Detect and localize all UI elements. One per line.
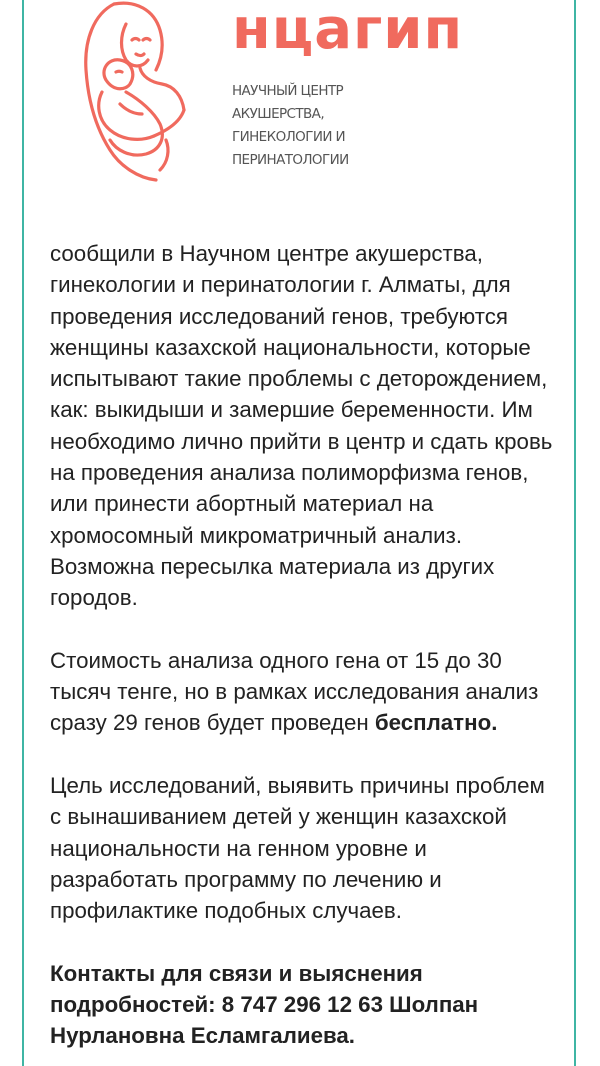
article-paragraph-cost — [50, 645, 560, 739]
cost-text: Стоимость анализа одного гена от 15 до 30 тысяч тенге, но в рамках исследования анализ сразу 29 генов будет проведен — [50, 647, 539, 736]
contacts-text: Контакты для связи и выяснения подробностей: 8 747 296 12 63 Шолпан Нурлановна Есламгалиева. — [50, 960, 479, 1049]
free-highlight: бесплатно. — [374, 710, 498, 736]
content-border-left — [22, 0, 24, 1066]
organization-logo — [80, 0, 500, 185]
logo-caption-line: ПЕРИНАТОЛОГИИ — [232, 152, 349, 168]
content-border-right — [574, 0, 576, 1066]
article-paragraph: Цель исследований, выявить причины проблем с вынашиванием детей у женщин казахской национальности на генном уровне и разработать программу по лечению и профилактике подобных случаев. — [50, 773, 545, 924]
logo-caption — [232, 80, 349, 172]
logo-caption-line: НАУЧНЫЙ ЦЕНТР — [232, 83, 344, 99]
article-paragraph: сообщили в Научном центре акушерства, гинекологии и перинатологии г. Алматы, для проведения исследований генов, требуются женщины казахской национальности, которые испытывают такие проблемы с деторождением, как: выкидыши и замершие беременности. Им необходимо лично прийти в центр и сдать кровь на проведения анализа полиморфизма генов, или принести абортный материал на хромосомный микроматричный анализ. Возможна пересылка материала из других городов. — [50, 241, 553, 611]
contacts-paragraph — [50, 958, 560, 1052]
logo-caption-line: ГИНЕКОЛОГИИ И — [232, 129, 346, 145]
article-body — [50, 238, 560, 1052]
mother-and-child-icon — [80, 0, 190, 182]
logo-caption-line: АКУШЕРСТВА, — [232, 106, 325, 122]
logo-wordmark: нцагип — [232, 0, 464, 62]
